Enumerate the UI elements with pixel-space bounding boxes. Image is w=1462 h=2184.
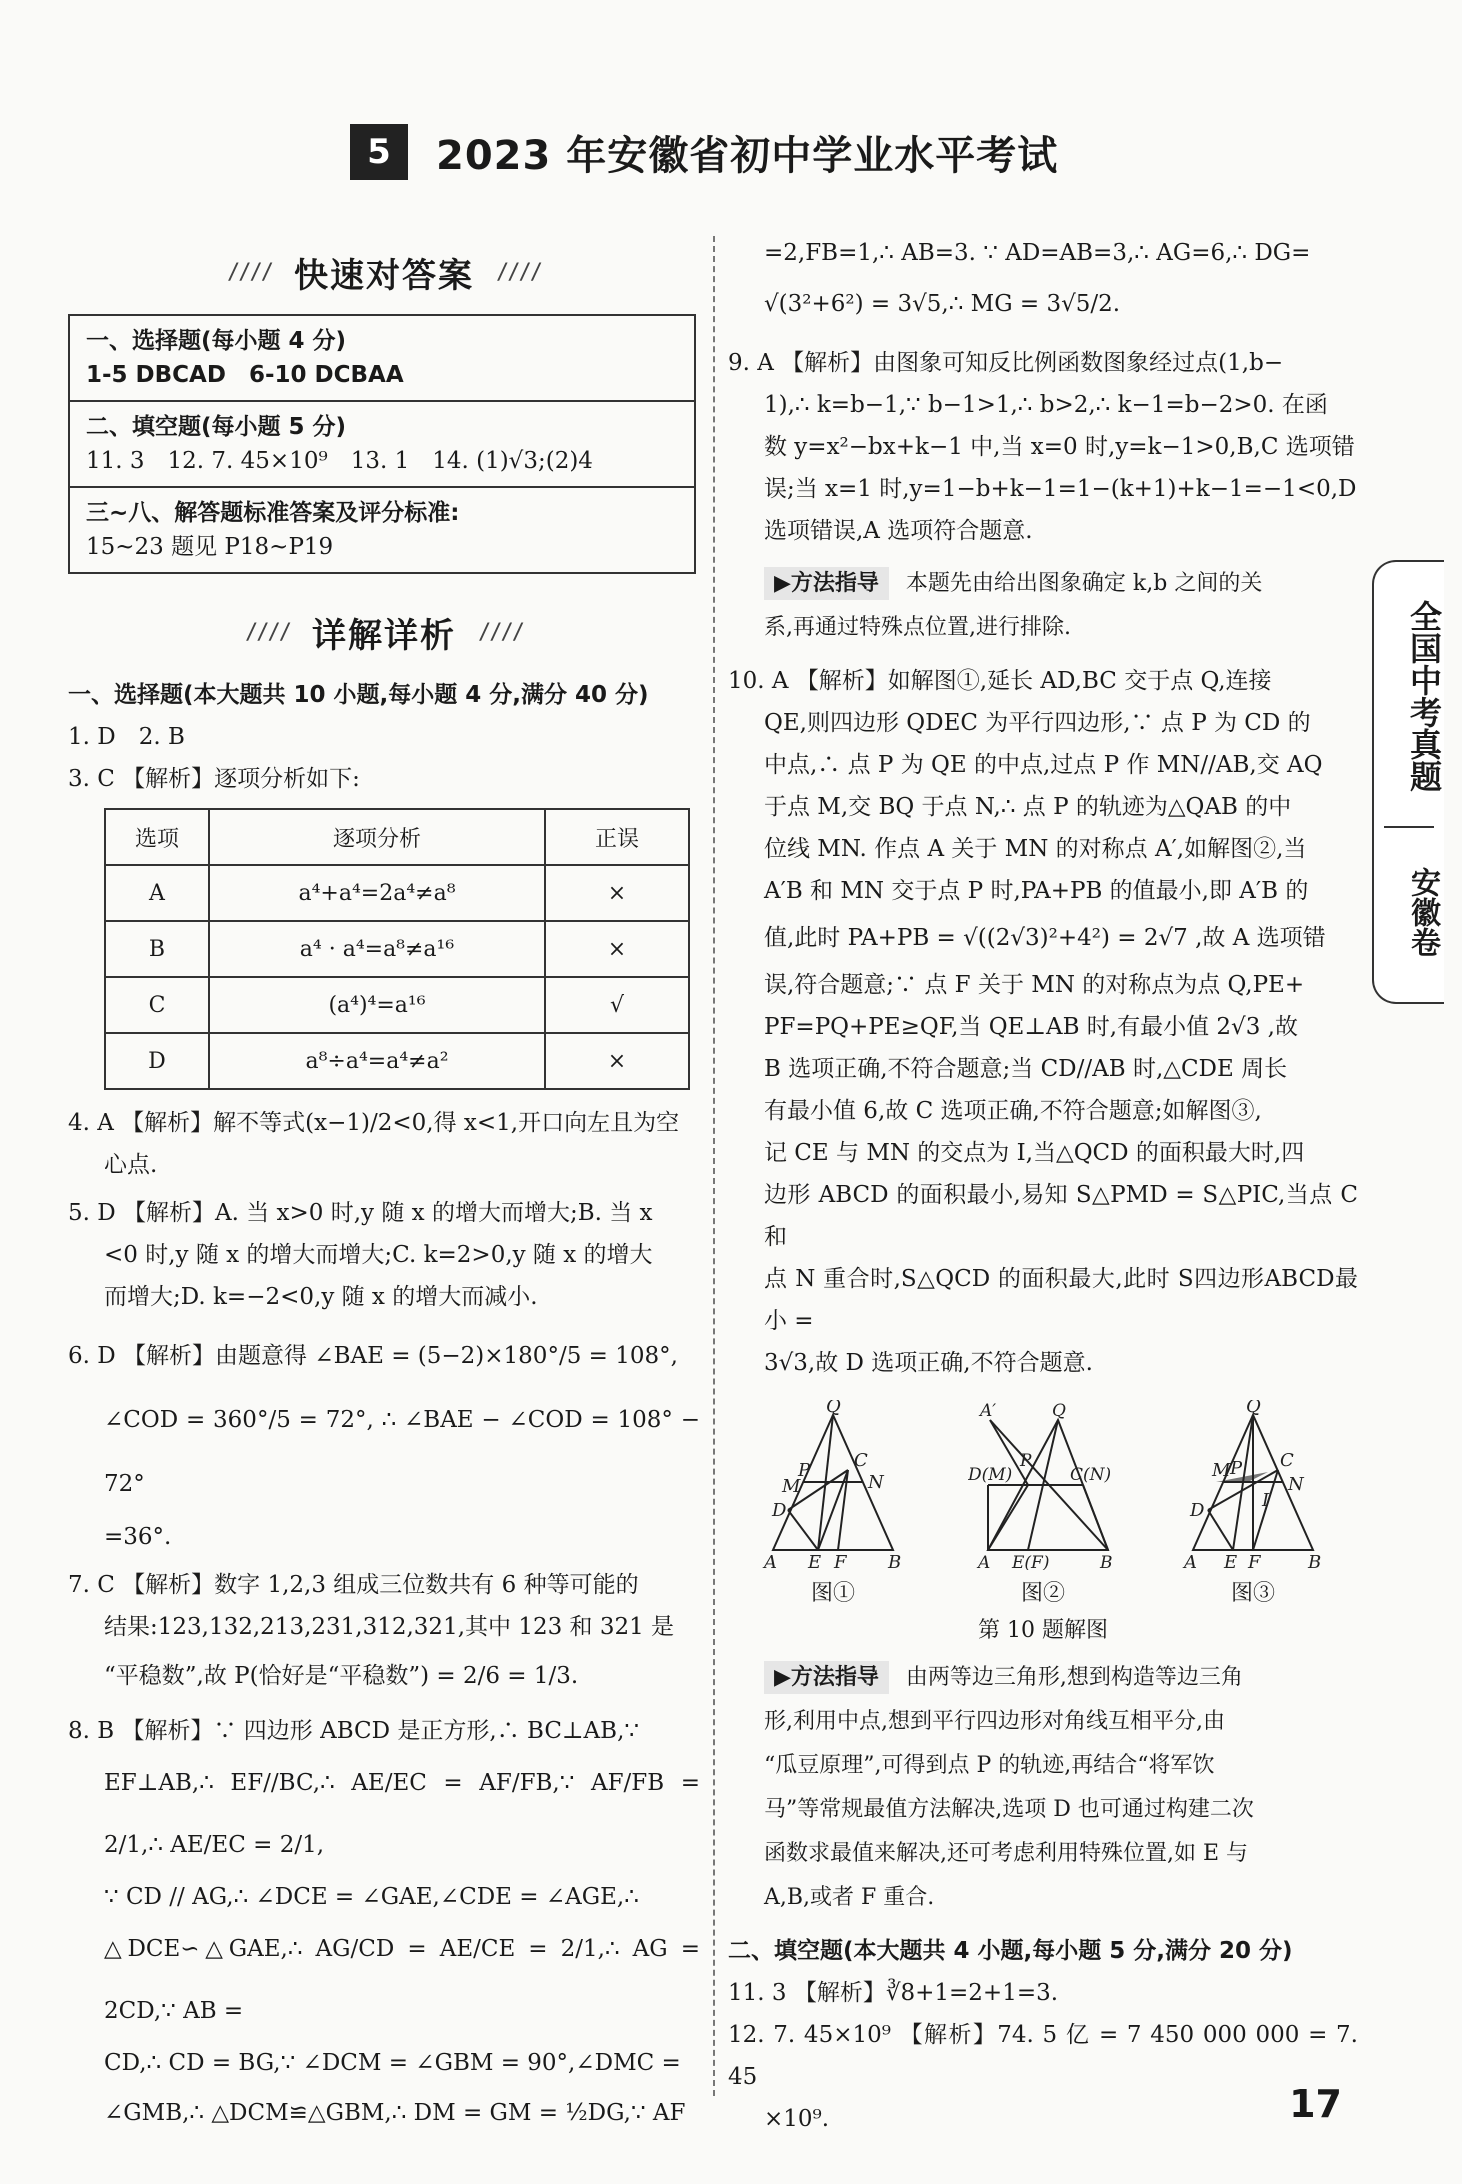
svg-text:C(N): C(N)	[1070, 1465, 1112, 1485]
svg-text:A: A	[764, 1552, 777, 1570]
svg-text:Q: Q	[1246, 1400, 1261, 1417]
section-heading: 二、填空题(本大题共 4 小题,每小题 5 分,满分 20 分)	[728, 1938, 1293, 1964]
heading-decoration: ////	[496, 259, 541, 285]
svg-text:D: D	[772, 1500, 787, 1521]
svg-text:M: M	[782, 1476, 801, 1497]
svg-text:I: I	[1262, 1490, 1270, 1511]
method-guide-2: ▶方法指导 由两等边三角形,想到构造等边三角 形,利用中点,想到平行四边形对角线互相平分,由 “瓜豆原理”,可得到点 P 的轨迹,再结合“将军饮 马”等常规最值方法解决,选项 D 也可通过构建二次 函数求最值来解决,还可考虑利用特殊位置,如 E 与 A,B,或者 F 重合.	[728, 1656, 1358, 1920]
svg-text:A: A	[978, 1553, 991, 1570]
answer-q11: 11. 3 【解析】∛8+1=2+1=3.	[728, 1980, 1059, 2006]
left-column	[68, 236, 700, 2142]
exam-title-text: 2023 年安徽省初中学业水平考试	[436, 132, 1059, 179]
figure-2-diagram	[968, 1400, 1118, 1570]
svg-text:B: B	[888, 1552, 902, 1570]
quick-answers-box	[68, 314, 696, 574]
figure-1-diagram	[758, 1400, 908, 1570]
answer-q10: 10. A 【解析】如解图①,延长 AD,BC 交于点 Q,连接 QE,则四边形 QDEC 为平行四边形,∵ 点 P 为 CD 的 中点,∴ 点 P 为 QE 的中点,过点 P 作 MN//AB,交 AQ 于点 M,交 BQ 于点 N,∴ 点 P 的轨迹为△QAB 的中 位线 MN. 作点 A 关于 MN 的对称点 A′,如解图②,当 A′B 和 MN 交于点 P 时,PA+PB 的值最小,即 A′B 的 值,此时 PA+PB = √((2√3)²+4²) = 2√7 ,故 A 选项错 误,符合题意;∵ 点 F 关于 MN 的对称点为点 Q,PE+ PF=PQ+PE≥QF,当 QE⊥AB 时,有最小值 2√3 ,故 B 选项正确,不符合题意;当 CD//AB 时,△CDE 周长 有最小值 6,故 C 选项正确,不符合题意;如解图③, 记 CE 与 MN 的交点为 I,当△QCD 的面积最大时,四 边形 ABCD 的面积最小,易知 S△PMD = S△PIC,当点 C 和 点 N 重合时,S△QCD 的面积最大,此时 S四边形ABCD最小 = 3√3,故 D 选项正确,不符合题意.	[728, 668, 1358, 1376]
svg-text:F: F	[1248, 1552, 1261, 1570]
svg-text:A: A	[1184, 1552, 1197, 1570]
svg-text:A′: A′	[980, 1401, 997, 1421]
side-tab-divider	[1384, 826, 1434, 828]
svg-text:D(M): D(M)	[968, 1465, 1013, 1485]
column-divider	[713, 236, 715, 2096]
figure-3: Q M P C N I D A E F B 图③	[1178, 1400, 1328, 1607]
quick-row: 一、选择题(每小题 4 分) 1-5 DBCAD 6-10 DCBAA	[70, 316, 694, 402]
svg-text:Q: Q	[826, 1400, 841, 1417]
svg-text:E: E	[808, 1552, 822, 1570]
heading-decoration: ////	[227, 259, 272, 285]
q10-figures	[728, 1400, 1358, 1607]
answer-q12: 12. 7. 45×10⁹ 【解析】74. 5 亿 = 7 450 000 000 = 7. 45 ×10⁹.	[728, 2022, 1358, 2132]
section-heading: 一、选择题(本大题共 10 小题,每小题 4 分,满分 40 分)	[68, 682, 649, 708]
answer-q8: 8. B 【解析】∵ 四边形 ABCD 是正方形,∴ BC⊥AB,∵ EF⊥AB,∴ EF//BC,∴ AE/EC = AF/FB,∵ AF/FB = 2/1,∴ AE/EC = 2/1, ∵ CD // AG,∴ ∠DCE = ∠GAE,∠CDE = ∠AGE,∴ △DCE∽△GAE,∴ AG/CD = AE/CE = 2/1,∴ AG = 2CD,∵ AB = CD,∴ CD = BG,∵ ∠DCM = ∠GBM = 90°,∠DMC = ∠GMB,∴ △DCM≌△GBM,∴ DM = GM = ½DG,∵ AF	[68, 1718, 700, 2126]
svg-text:M: M	[1212, 1460, 1231, 1481]
method-guide-1: ▶方法指导 本题先由给出图象确定 k,b 之间的关 系,再通过特殊点位置,进行排除.	[728, 562, 1358, 650]
page-number: 17	[1289, 2082, 1342, 2126]
figure-3-diagram	[1178, 1400, 1328, 1570]
svg-text:E(F): E(F)	[1012, 1553, 1050, 1570]
svg-text:P: P	[1230, 1458, 1243, 1479]
table-row: D a⁸÷a⁴=a⁴≠a² ×	[105, 1033, 689, 1089]
svg-text:B: B	[1308, 1552, 1322, 1570]
figure-2: A′ Q P D(M) C(N) A E(F) B 图②	[968, 1400, 1118, 1607]
svg-text:C: C	[1280, 1450, 1294, 1471]
svg-text:C: C	[854, 1450, 868, 1471]
method-guide-tag: ▶方法指导	[764, 1661, 889, 1694]
table-row: A a⁴+a⁴=2a⁴≠a⁸ ×	[105, 865, 689, 921]
svg-text:N: N	[868, 1472, 884, 1493]
quick-row: 二、填空题(每小题 5 分) 11. 3 12. 7. 45×10⁹ 13. 1 14. (1)√3;(2)4	[70, 402, 694, 488]
q8-continuation: √(3²+6²) = 3√5,∴ MG = 3√5/2.	[764, 291, 1121, 317]
answer-q7: 7. C 【解析】数字 1,2,3 组成三位数共有 6 种等可能的 结果:123,132,213,231,312,321,其中 123 和 321 是 “平稳数”,故 P(恰好是“平稳数”) = 2/6 = 1/3.	[68, 1572, 675, 1689]
answer-q1-2: 1. D 2. B	[68, 724, 185, 750]
svg-text:B: B	[1100, 1553, 1113, 1570]
figure-1: Q P C M N D A E F B 图①	[758, 1400, 908, 1607]
analysis-table	[104, 808, 690, 1090]
method-guide-tag: ▶方法指导	[764, 567, 889, 600]
exam-number-badge: 5	[350, 124, 408, 180]
svg-text:N: N	[1288, 1474, 1304, 1495]
heading-decoration: ////	[245, 619, 290, 645]
svg-text:P: P	[1020, 1451, 1032, 1471]
table-header-row: 选项 逐项分析 正误	[105, 809, 689, 865]
answer-q5: 5. D 【解析】A. 当 x>0 时,y 随 x 的增大而增大;B. 当 x <0 时,y 随 x 的增大而增大;C. k=2>0,y 随 x 的增大 而增大;D. k=−2<0,y 随 x 的增大而减小.	[68, 1200, 653, 1310]
side-tab	[1372, 560, 1444, 1004]
exam-title	[350, 124, 1058, 180]
answer-q4: 4. A 【解析】解不等式(x−1)/2<0,得 x<1,开口向左且为空 心点.	[68, 1110, 680, 1178]
right-column	[728, 232, 1358, 2140]
svg-text:D: D	[1190, 1500, 1205, 1521]
side-tab-subtitle: 安徽卷	[1405, 867, 1440, 957]
quick-row: 三~八、解答题标准答案及评分标准: 15~23 题见 P18~P19	[86, 500, 460, 560]
svg-text:E: E	[1224, 1552, 1238, 1570]
answer-q3: 3. C 【解析】逐项分析如下:	[68, 766, 360, 792]
svg-text:P: P	[798, 1460, 811, 1481]
table-row: B a⁴ · a⁴=a⁸≠a¹⁶ ×	[105, 921, 689, 977]
svg-text:Q: Q	[1052, 1401, 1066, 1421]
table-row: C (a⁴)⁴=a¹⁶ √	[105, 977, 689, 1033]
answer-q9: 9. A 【解析】由图象可知反比例函数图象经过点(1,b− 1),∴ k=b−1,∵ b−1>1,∴ b>2,∴ k−1=b−2>0. 在函 数 y=x²−bx+k−1 中,当 x=0 时,y=k−1>0,B,C 选项错 误;当 x=1 时,y=1−b+k−1=1−(k+1)+k−1=−1<0,D 选项错误,A 选项符合题意.	[728, 350, 1357, 544]
side-tab-title: 全国中考真题	[1405, 600, 1443, 792]
detail-heading: //// 详解详析 ////	[245, 615, 523, 656]
svg-text:F: F	[834, 1552, 847, 1570]
heading-decoration: ////	[478, 619, 523, 645]
q8-continuation: =2,FB=1,∴ AB=3. ∵ AD=AB=3,∴ AG=6,∴ DG=	[764, 240, 1311, 266]
quick-answers-heading: //// 快速对答案 ////	[227, 255, 541, 296]
answer-q6: 6. D 【解析】由题意得 ∠BAE = (5−2)×180°/5 = 108°, ∠COD = 360°/5 = 72°, ∴ ∠BAE − ∠COD = 108° − 72° =36°.	[68, 1343, 700, 1550]
figure-caption: 第 10 题解图	[978, 1618, 1108, 1643]
